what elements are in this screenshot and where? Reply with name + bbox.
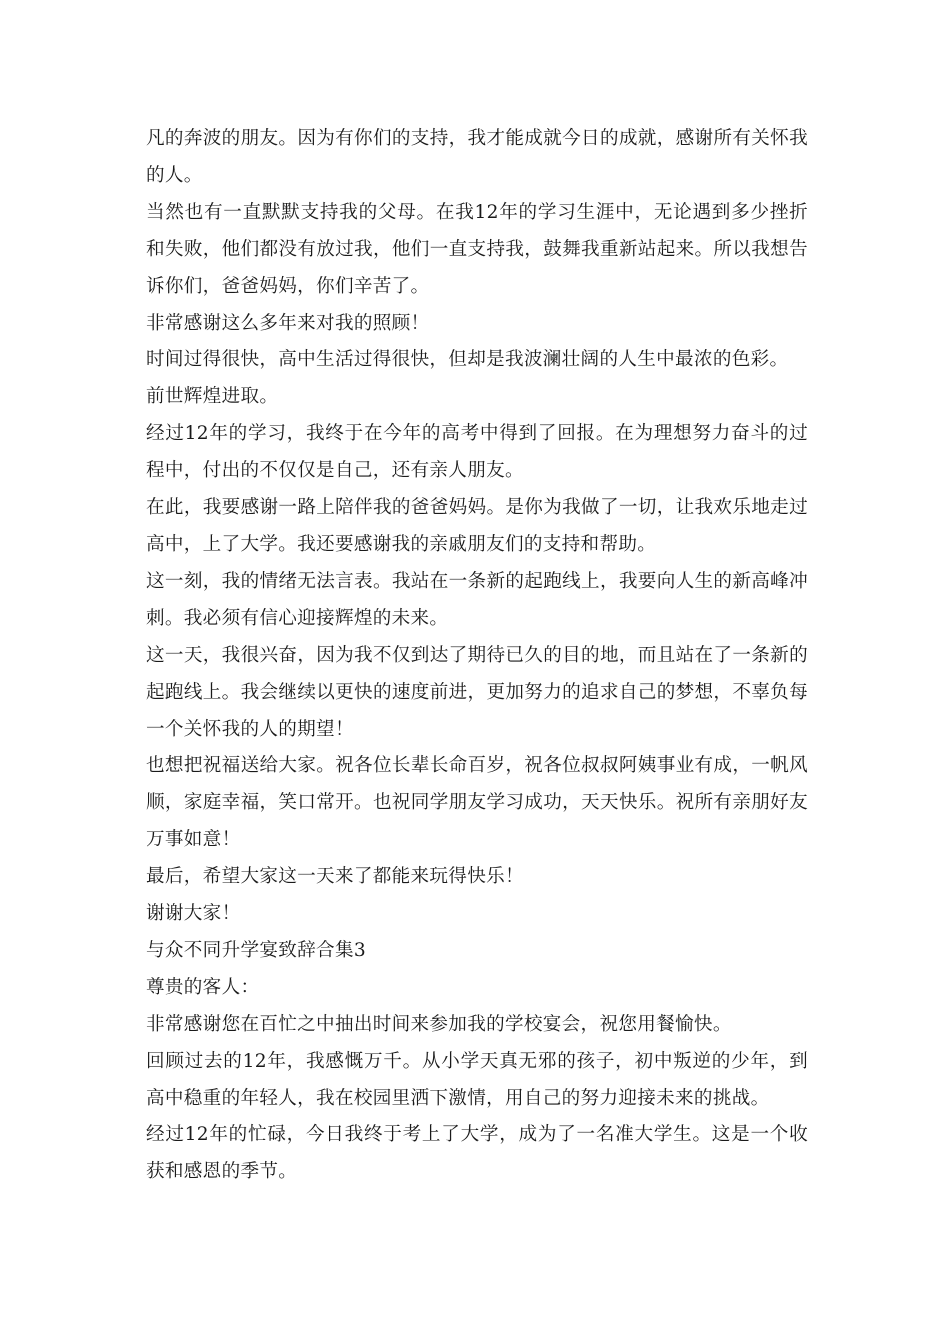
paragraph: 当然也有一直默默支持我的父母。在我12年的学习生涯中，无论遇到多少挫折和失败，他们都没有放过我，他们一直支持我，鼓舞我重新站起来。所以我想告诉你们，爸爸妈妈，你们辛苦了。 [146, 201, 808, 297]
paragraph: 非常感谢您在百忙之中抽出时间来参加我的学校宴会，祝您用餐愉快。 [146, 1013, 732, 1035]
salutation: 尊贵的客人： [146, 976, 260, 998]
paragraph: 前世辉煌进取。 [146, 386, 279, 408]
paragraph: 谢谢大家！ [146, 903, 241, 925]
document-body [146, 121, 808, 1191]
section-heading: 与众不同升学宴致辞合集3 [146, 939, 366, 961]
paragraph: 也想把祝福送给大家。祝各位长辈长命百岁，祝各位叔叔阿姨事业有成，一帆风顺，家庭幸福，笑口常开。也祝同学朋友学习成功，天天快乐。祝所有亲朋好友万事如意！ [146, 755, 808, 851]
paragraph: 在此，我要感谢一路上陪伴我的爸爸妈妈。是你为我做了一切，让我欢乐地走过高中，上了大学。我还要感谢我的亲戚朋友们的支持和帮助。 [146, 497, 808, 555]
paragraph: 经过12年的学习，我终于在今年的高考中得到了回报。在为理想努力奋斗的过程中，付出的不仅仅是自己，还有亲人朋友。 [146, 423, 808, 482]
paragraph: 这一刻，我的情绪无法言表。我站在一条新的起跑线上，我要向人生的新高峰冲刺。我必须有信心迎接辉煌的未来。 [146, 570, 808, 629]
paragraph: 回顾过去的12年，我感慨万千。从小学天真无邪的孩子，初中叛逆的少年，到高中稳重的年轻人，我在校园里洒下激情，用自己的努力迎接未来的挑战。 [146, 1050, 808, 1109]
paragraph: 凡的奔波的朋友。因为有你们的支持，我才能成就今日的成就，感谢所有关怀我的人。 [146, 128, 808, 186]
paragraph: 最后，希望大家这一天来了都能来玩得快乐！ [146, 866, 524, 888]
paragraph: 这一天，我很兴奋，因为我不仅到达了期待已久的目的地，而且站在了一条新的起跑线上。我会继续以更快的速度前进，更加努力的追求自己的梦想，不辜负每一个关怀我的人的期望！ [146, 644, 808, 740]
paragraph: 经过12年的忙碌，今日我终于考上了大学，成为了一名准大学生。这是一个收获和感恩的季节。 [146, 1124, 808, 1183]
paragraph: 时间过得很快，高中生活过得很快，但却是我波澜壮阔的人生中最浓的色彩。 [146, 349, 789, 371]
paragraph: 非常感谢这么多年来对我的照顾！ [146, 312, 430, 334]
